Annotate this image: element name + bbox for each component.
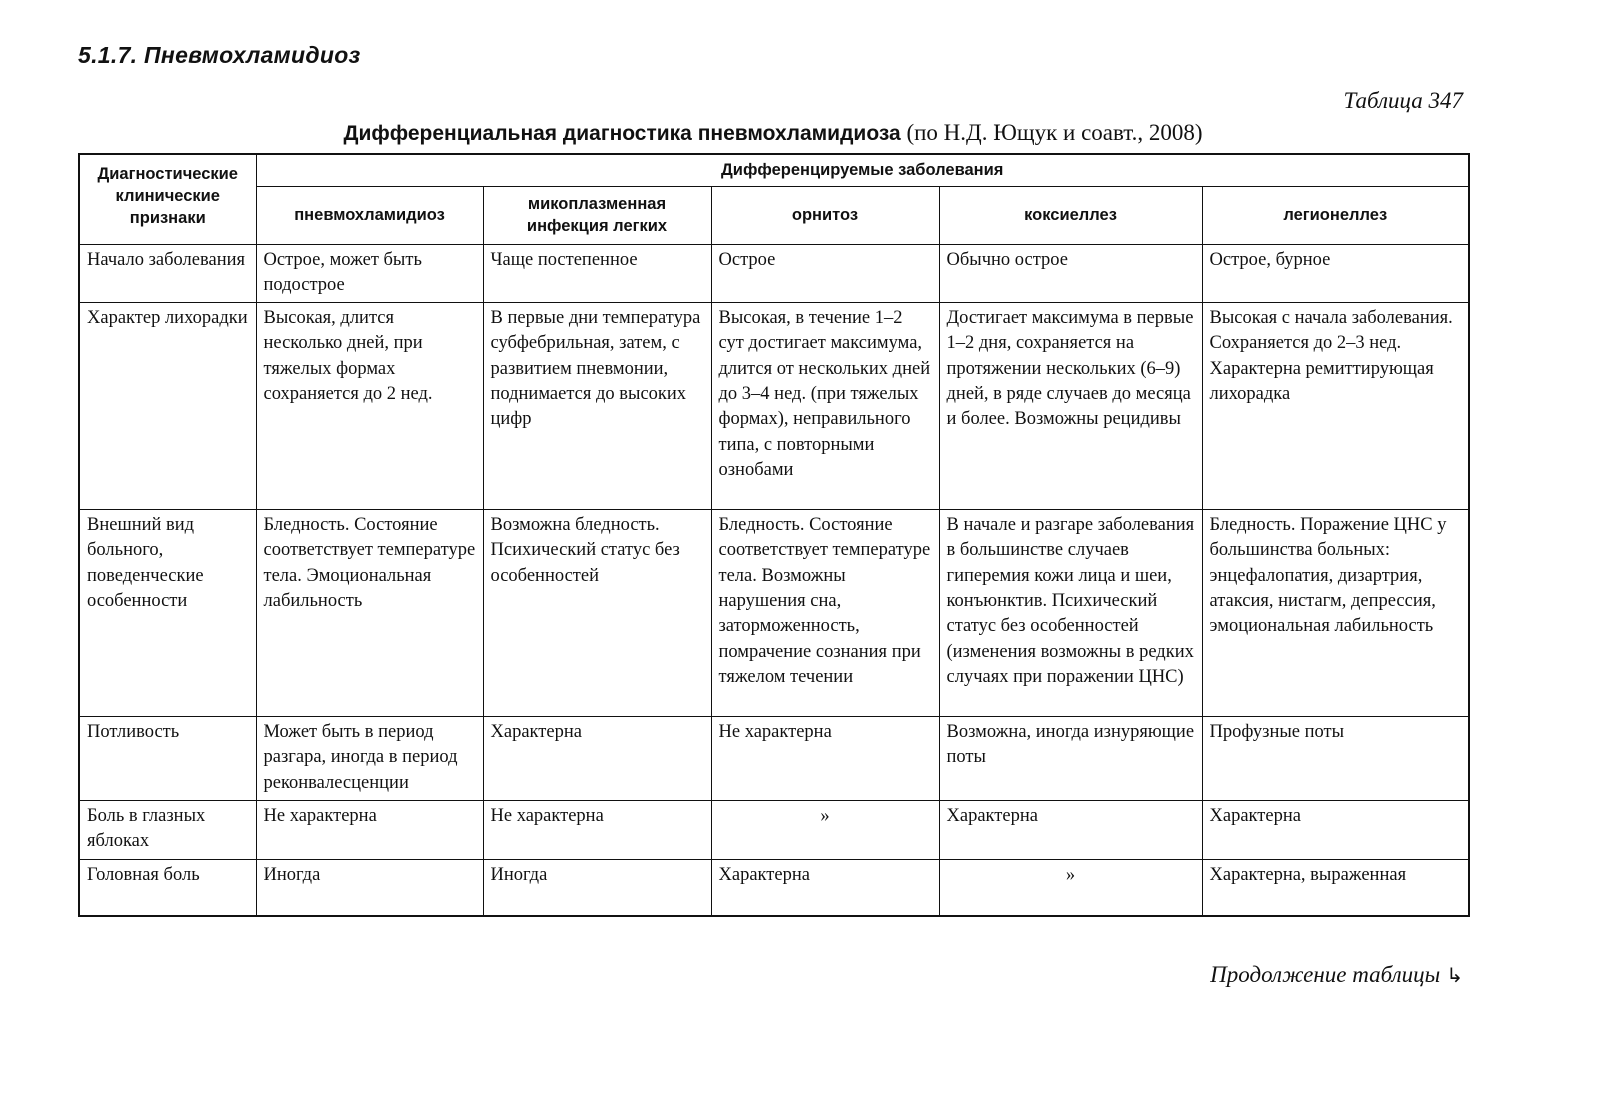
table-row <box>79 800 1469 859</box>
table-cell: Высокая, в течение 1–2 сут достигает максимума, длится от нескольких дней до 3–4 нед. (при тяжелых формах), неправильного типа, с повторными ознобами <box>711 303 939 510</box>
column-header: коксиеллез <box>939 186 1202 244</box>
table-cell: Бледность. Состояние соответствует температуре тела. Возможны нарушения сна, заторможенность, помрачение сознания при тяжелом течении <box>711 510 939 717</box>
table-cell: Характерна <box>939 800 1202 859</box>
table-cell: Иногда <box>256 859 483 916</box>
table-cell: Острое, бурное <box>1202 244 1469 303</box>
table-cell: Может быть в период разгара, иногда в период реконвалесценции <box>256 717 483 801</box>
table-cell: Характерна <box>711 859 939 916</box>
corner-header: Диагностические клинические признаки <box>79 154 256 244</box>
table-cell: Высокая с начала заболевания. Сохраняется до 2–3 нед. Характерна ремиттирующая лихорадка <box>1202 303 1469 510</box>
continued-note <box>1210 962 1463 988</box>
table-cell: Характерна <box>483 717 711 801</box>
section-title: 5.1.7. Пневмохламидиоз <box>78 42 361 68</box>
table-cell: В начале и разгаре заболевания в большинстве случаев гиперемия кожи лица и шеи, конъюнктив. Психический статус без особенностей (изменения возможны в редких случаях при поражении ЦНС) <box>939 510 1202 717</box>
caption-source: (по Н.Д. Ющук и соавт., 2008) <box>900 120 1203 145</box>
sign-cell: Потливость <box>79 717 256 801</box>
table-row <box>79 717 1469 801</box>
table-cell: Чаще постепенное <box>483 244 711 303</box>
column-header: пневмохламидиоз <box>256 186 483 244</box>
table-cell: Характерна, выраженная <box>1202 859 1469 916</box>
sign-cell: Головная боль <box>79 859 256 916</box>
column-header: микоплазменная инфекция легких <box>483 186 711 244</box>
table-cell: Не характерна <box>711 717 939 801</box>
table-row <box>79 303 1469 510</box>
table-number: Таблица 347 <box>1343 88 1463 113</box>
sign-cell: Внешний вид больного, поведенческие особенности <box>79 510 256 717</box>
table-cell: Бледность. Поражение ЦНС у большинства больных: энцефалопатия, дизартрия, атаксия, нистагм, депрессия, эмоциональная лабильность <box>1202 510 1469 717</box>
table-cell: Бледность. Состояние соответствует температуре тела. Эмоциональная лабильность <box>256 510 483 717</box>
table-cell: Высокая, длится несколько дней, при тяжелых формах сохраняется до 2 нед. <box>256 303 483 510</box>
table-cell: Характерна <box>1202 800 1469 859</box>
table-cell: Возможна бледность. Психический статус без особенностей <box>483 510 711 717</box>
differential-table <box>78 153 1470 917</box>
table-cell: Профузные поты <box>1202 717 1469 801</box>
table-cell: Достигает максимума в первые 1–2 дня, сохраняется на протяжении нескольких (6–9) дней, в ряде случаев до месяца и более. Возможны рецидивы <box>939 303 1202 510</box>
column-header: орнитоз <box>711 186 939 244</box>
table-cell: Иногда <box>483 859 711 916</box>
table-cell: Острое, может быть подострое <box>256 244 483 303</box>
table-row <box>79 510 1469 717</box>
table-cell: Возможна, иногда изнуряющие поты <box>939 717 1202 801</box>
table-cell: Обычно острое <box>939 244 1202 303</box>
table-cell: Не характерна <box>256 800 483 859</box>
table-cell: Не характерна <box>483 800 711 859</box>
table-cell: В первые дни температура субфебрильная, затем, с развитием пневмонии, поднимается до высоких цифр <box>483 303 711 510</box>
continued-label: Продолжение таблицы <box>1210 962 1441 987</box>
sign-cell: Боль в глазных яблоках <box>79 800 256 859</box>
sign-cell: Начало заболевания <box>79 244 256 303</box>
table-caption <box>78 120 1468 146</box>
table-cell: » <box>939 859 1202 916</box>
table-cell: » <box>711 800 939 859</box>
sign-cell: Характер лихорадки <box>79 303 256 510</box>
table-row <box>79 859 1469 916</box>
table-row <box>79 244 1469 303</box>
table-cell: Острое <box>711 244 939 303</box>
group-header: Дифференцируемые заболевания <box>256 154 1469 186</box>
column-header: легионеллез <box>1202 186 1469 244</box>
caption-bold: Дифференциальная диагностика пневмохламидиоза <box>343 122 901 145</box>
turn-arrow-icon: ↳ <box>1446 963 1463 987</box>
